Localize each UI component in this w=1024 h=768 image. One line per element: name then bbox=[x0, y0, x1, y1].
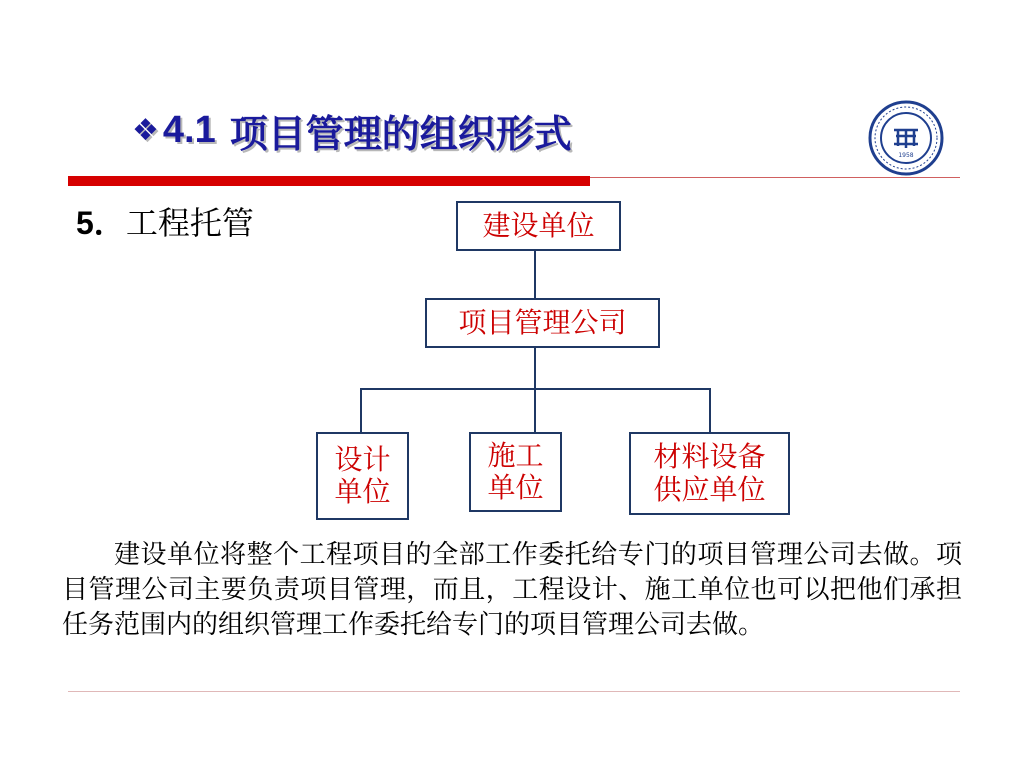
org-node-child-1: 设计 单位 bbox=[316, 432, 409, 520]
title-text: 项目管理的组织形式 bbox=[229, 111, 572, 156]
university-seal-icon bbox=[868, 100, 944, 176]
connector-middle-down bbox=[534, 347, 536, 389]
connector-child-1 bbox=[360, 388, 362, 433]
title-underline-thin bbox=[590, 177, 960, 178]
body-paragraph-text: 建设单位将整个工程项目的全部工作委托给专门的项目管理公司去做。项目管理公司主要负责项目管理，而且，工程设计、施工单位也可以把他们承担任务范围内的组织管理工作委托给专门的项目管理公司去做。 bbox=[62, 540, 962, 640]
section-title: 工程托管 bbox=[125, 204, 254, 242]
body-paragraph bbox=[62, 538, 962, 643]
connector-child-3 bbox=[709, 388, 711, 433]
seal-year: 1958 bbox=[898, 152, 914, 159]
org-node-child-2: 施工 单位 bbox=[469, 432, 562, 512]
title-underline-red bbox=[68, 176, 590, 186]
title-number: 4.1 bbox=[162, 108, 216, 151]
diamond-bullet-icon: ❖ bbox=[132, 112, 159, 148]
org-node-child-3: 材料设备 供应单位 bbox=[629, 432, 790, 515]
org-node-top: 建设单位 bbox=[456, 201, 621, 251]
slide-title bbox=[132, 100, 572, 160]
bottom-divider bbox=[68, 691, 960, 692]
section-heading bbox=[76, 198, 254, 244]
org-node-middle: 项目管理公司 bbox=[425, 298, 660, 348]
section-number: 5． bbox=[76, 205, 126, 241]
connector-child-2 bbox=[534, 388, 536, 433]
connector-top-to-middle bbox=[534, 250, 536, 300]
